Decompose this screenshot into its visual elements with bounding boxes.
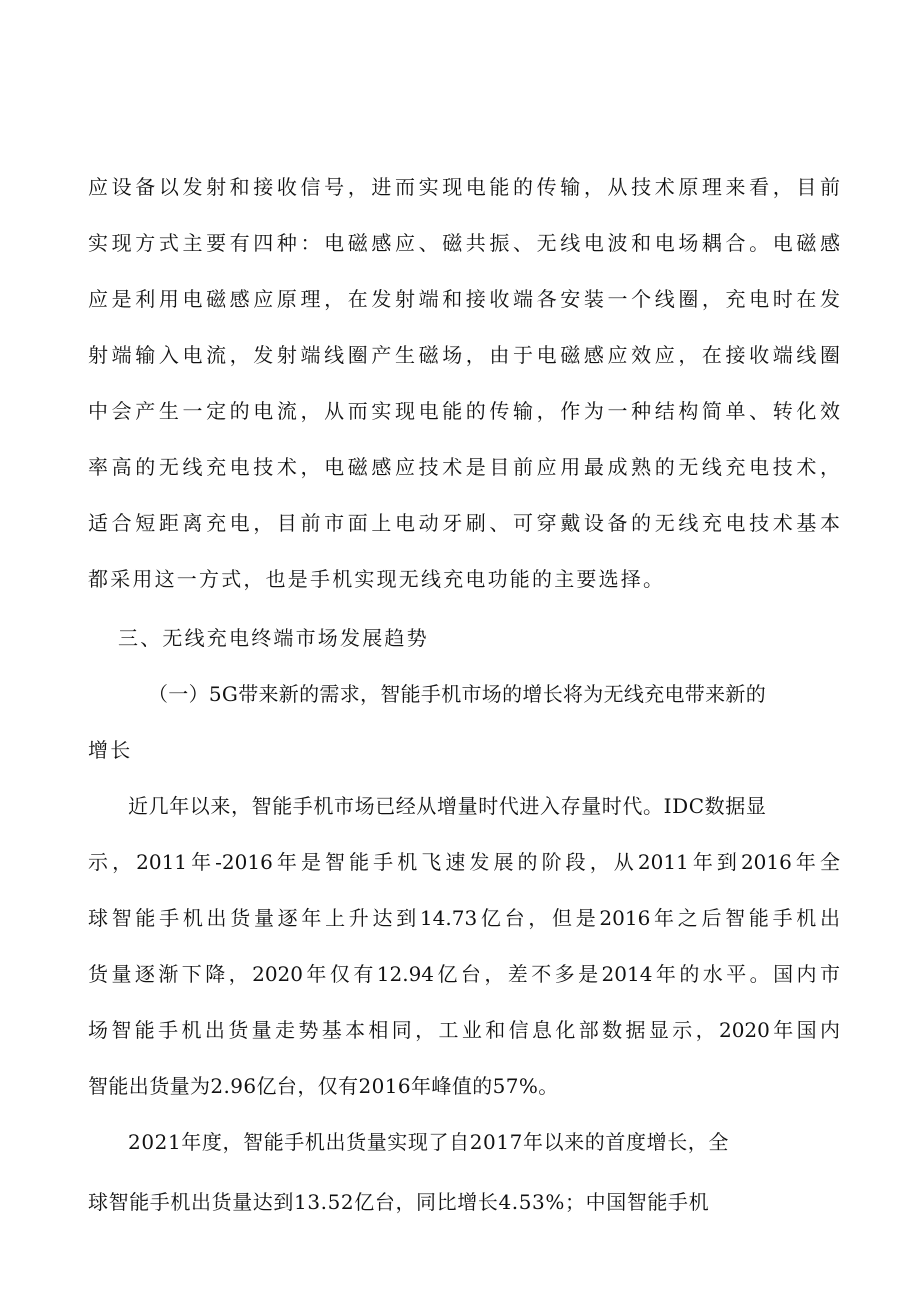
paragraph-line: 示，2011年-2016年是智能手机飞速发展的阶段，从2011年到2016年全 [88,850,840,874]
subheading-line: 增长 [88,738,133,762]
paragraph-line: 近几年以来，智能手机市场已经从增量时代进入存量时代。IDC数据显 [128,794,767,818]
paragraph-line: 应是利用电磁感应原理，在发射端和接收端各安装一个线圈，充电时在发 [88,287,840,311]
section-heading: 三、无线充电终端市场发展趋势 [118,626,429,650]
paragraph-line: 场智能手机出货量走势基本相同，工业和信息化部数据显示，2020年国内 [88,1018,840,1042]
paragraph-line: 2021年度，智能手机出货量实现了自2017年以来的首度增长，全 [128,1130,729,1154]
paragraph-line: 球智能手机出货量逐年上升达到14.73亿台，但是2016年之后智能手机出 [88,906,840,930]
paragraph-line: 率高的无线充电技术，电磁感应技术是目前应用最成熟的无线充电技术， [88,455,840,479]
paragraph-line: 都采用这一方式，也是手机实现无线充电功能的主要选择。 [88,567,666,591]
subheading-line: （一）5G带来新的需求，智能手机市场的增长将为无线充电带来新的 [148,682,767,706]
paragraph-line: 球智能手机出货量达到13.52亿台，同比增长4.53%；中国智能手机 [88,1190,710,1214]
paragraph-line: 应设备以发射和接收信号，进而实现电能的传输，从技术原理来看，目前 [88,175,840,199]
paragraph-line: 射端输入电流，发射端线圈产生磁场，由于电磁感应效应，在接收端线圈 [88,343,840,367]
paragraph-line: 实现方式主要有四种：电磁感应、磁共振、无线电波和电场耦合。电磁感 [88,231,840,255]
paragraph-line: 适合短距离充电，目前市面上电动牙刷、可穿戴设备的无线充电技术基本 [88,511,840,535]
paragraph-line: 货量逐渐下降，2020年仅有12.94亿台，差不多是2014年的水平。国内市 [88,962,840,986]
paragraph-line: 中会产生一定的电流，从而实现电能的传输，作为一种结构简单、转化效 [88,399,840,423]
paragraph-line: 智能出货量为2.96亿台，仅有2016年峰值的57%。 [88,1074,559,1098]
